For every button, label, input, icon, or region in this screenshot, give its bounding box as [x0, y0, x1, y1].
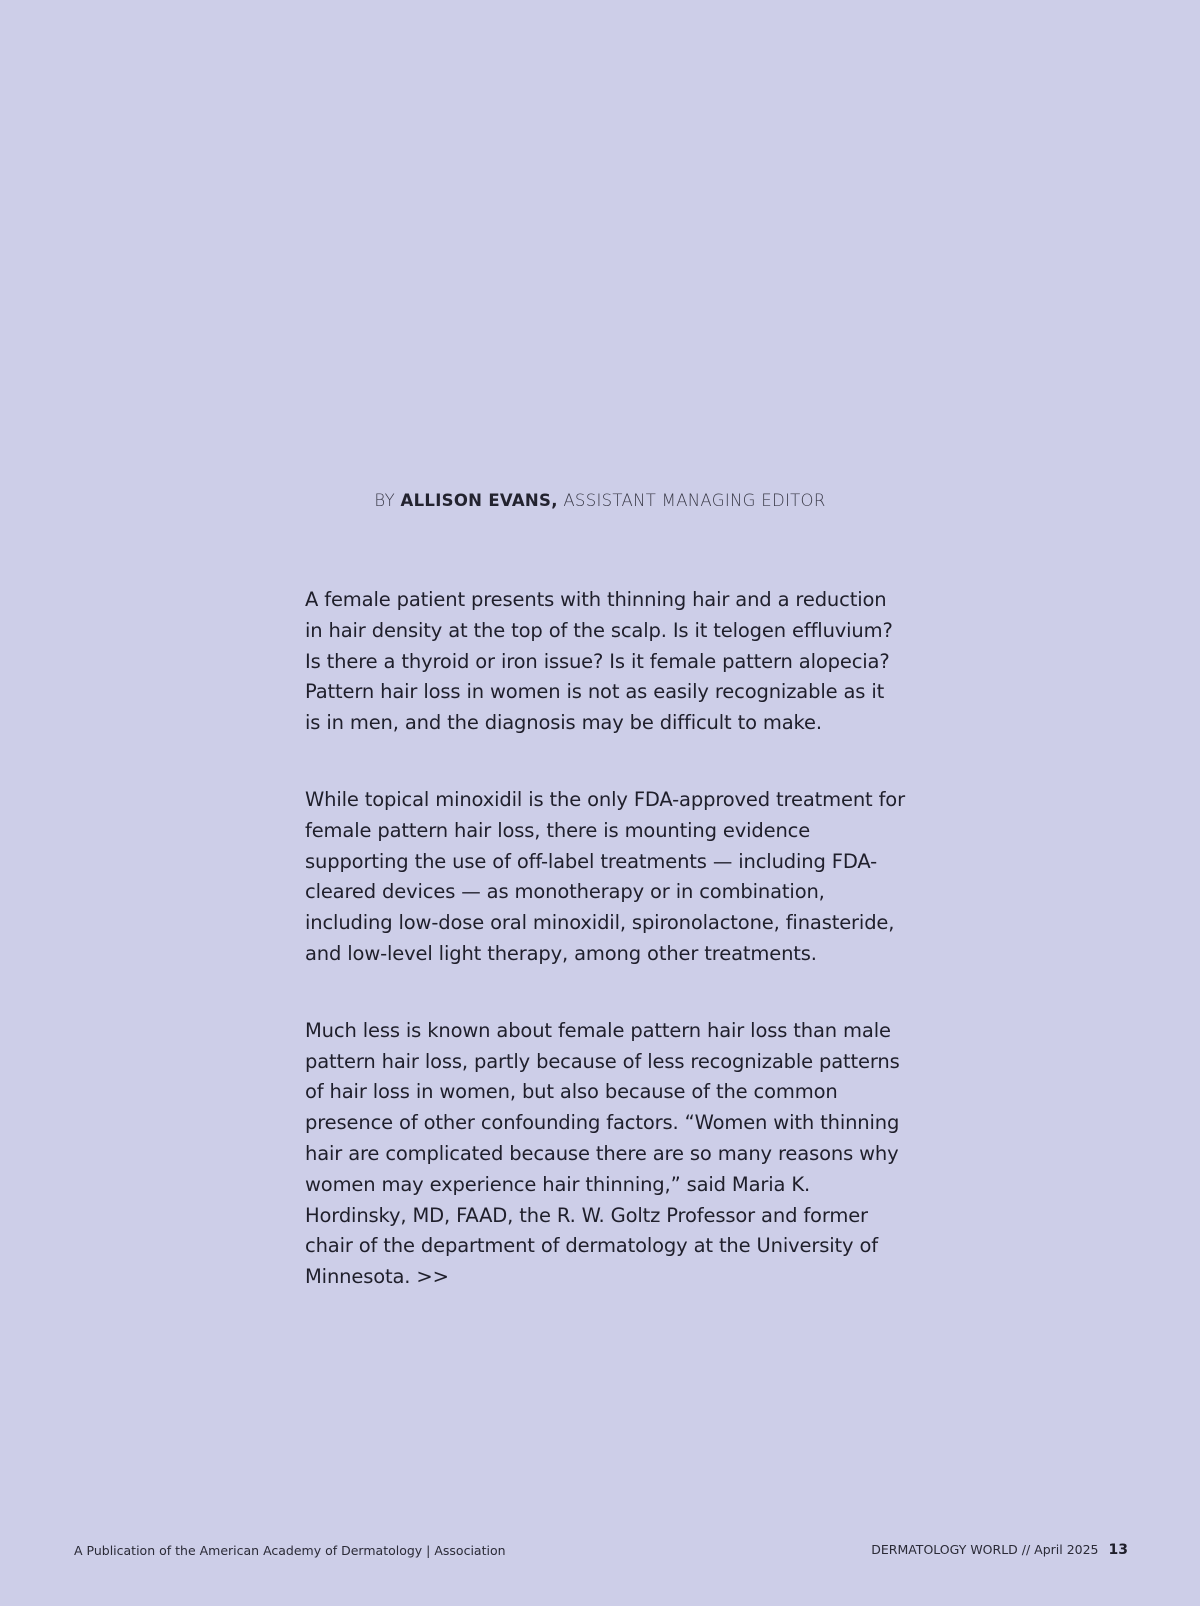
footer-publication: A Publication of the American Academy of Dermatology | Association: [74, 1543, 506, 1558]
article-paragraph: While topical minoxidil is the only FDA-approved treatment for female pattern hair loss, there is mounting evidence supporting the use of off-label treatments — including FDA-cleared devices — as monotherapy or in combination, including low-dose oral minoxidil, spironolactone, finasteride, and low-level light therapy, among other treatments.: [305, 787, 905, 965]
byline-role: ASSISTANT MANAGING EDITOR: [557, 491, 826, 510]
article-body: [305, 585, 905, 1339]
byline: [0, 491, 1200, 510]
article-paragraph: A female patient presents with thinning hair and a reduction in hair density at the top of the scalp. Is it telogen effluvium? Is there a thyroid or iron issue? Is it female pattern alopecia? Pattern hair loss in women is not as easily recognizable as it is in men, and the diagnosis may be difficult to make.: [305, 588, 893, 735]
footer-magazine-info: [871, 1542, 1128, 1558]
byline-prefix: BY: [374, 491, 401, 510]
page-number: 13: [1108, 1542, 1128, 1558]
footer-magazine-issue: DERMATOLOGY WORLD // April 2025: [871, 1542, 1099, 1557]
article-paragraph: Much less is known about female pattern hair loss than male pattern hair loss, partly because of less recognizable patterns of hair loss in women, but also because of the common presence of other confounding factors. “Women with thinning hair are complicated because there are so many reasons why women may experience hair thinning,” said Maria K. Hordinsky, MD, FAAD, the R. W. Goltz Professor and former chair of the department of dermatology at the University of Minnesota. >>: [305, 1018, 900, 1289]
byline-author: ALLISON EVANS,: [400, 491, 558, 510]
